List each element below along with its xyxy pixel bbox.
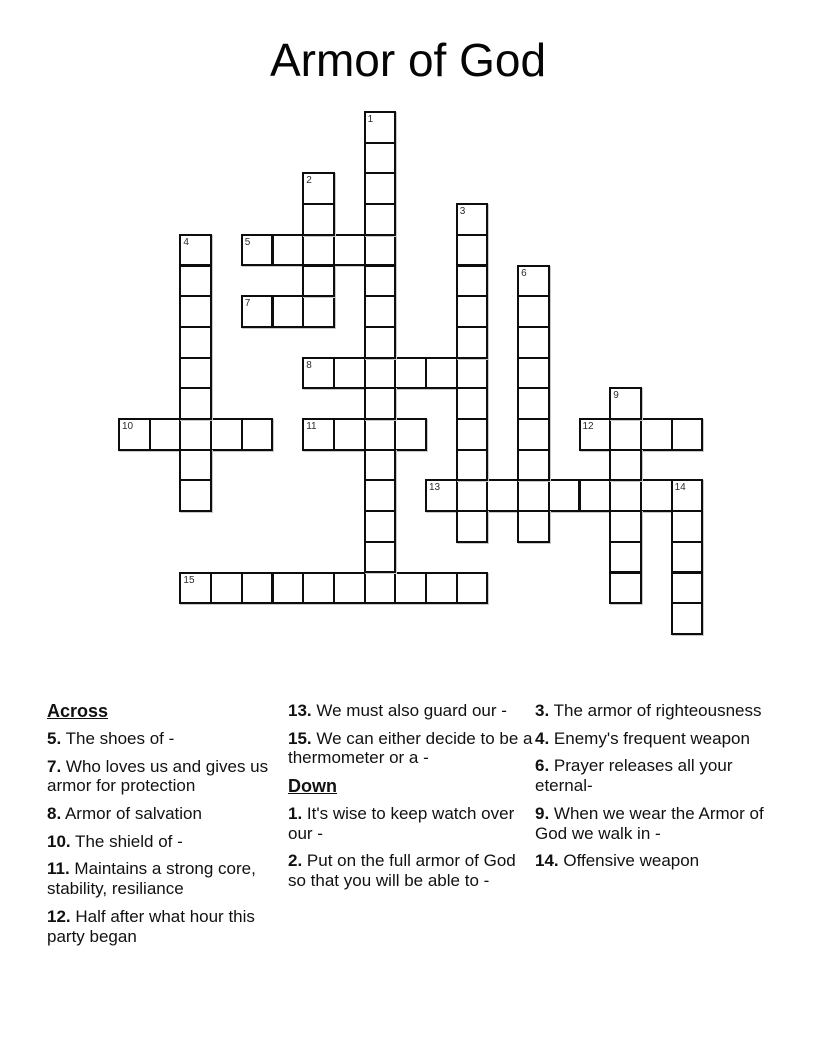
grid-cell[interactable] bbox=[456, 449, 489, 482]
clue-14: 14. Offensive weapon bbox=[535, 851, 700, 871]
grid-cell[interactable] bbox=[210, 418, 243, 451]
cell-number: 5 bbox=[244, 236, 251, 248]
grid-cell[interactable] bbox=[671, 541, 704, 574]
clue-number: 1. bbox=[288, 804, 303, 824]
grid-cell[interactable] bbox=[272, 572, 305, 605]
clue-number: 3. bbox=[535, 701, 550, 720]
grid-cell[interactable] bbox=[517, 418, 550, 451]
grid-cell[interactable] bbox=[179, 449, 212, 482]
grid-cell[interactable] bbox=[364, 357, 397, 390]
grid-cell[interactable] bbox=[609, 449, 642, 482]
grid-cell[interactable] bbox=[456, 326, 489, 359]
grid-cell[interactable] bbox=[517, 357, 550, 390]
grid-cell[interactable] bbox=[302, 265, 335, 298]
clues-across-header: Across bbox=[47, 701, 109, 721]
clue-number: 6. bbox=[535, 756, 550, 776]
grid-cell[interactable] bbox=[364, 234, 397, 267]
grid-cell[interactable] bbox=[456, 387, 489, 420]
clue-number: 4. bbox=[535, 728, 550, 748]
grid-cell[interactable] bbox=[456, 234, 489, 267]
grid-cell[interactable] bbox=[179, 295, 212, 328]
cell-number: 3 bbox=[459, 206, 466, 218]
grid-cell[interactable] bbox=[456, 295, 489, 328]
clue-number: 15. bbox=[288, 728, 312, 748]
grid-cell[interactable] bbox=[640, 418, 673, 451]
grid-cell[interactable] bbox=[333, 357, 366, 390]
grid-cell[interactable] bbox=[456, 357, 489, 390]
grid-cell[interactable] bbox=[517, 326, 550, 359]
grid-cell[interactable] bbox=[241, 418, 274, 451]
grid-cell[interactable] bbox=[671, 418, 704, 451]
grid-cell[interactable] bbox=[364, 387, 397, 420]
grid-cell[interactable] bbox=[517, 295, 550, 328]
grid-cell[interactable] bbox=[241, 295, 274, 328]
grid-cell[interactable] bbox=[609, 418, 642, 451]
grid-cell[interactable] bbox=[671, 572, 704, 605]
grid-cell[interactable] bbox=[425, 357, 458, 390]
grid-cell[interactable] bbox=[364, 111, 397, 144]
grid-cell[interactable] bbox=[364, 479, 397, 512]
cell-number: 7 bbox=[244, 298, 251, 310]
clue-number: 9. bbox=[535, 803, 550, 823]
cell-number: 14 bbox=[674, 482, 686, 494]
clue-1: 1. It's wise to keep watch over our - bbox=[288, 804, 515, 843]
clue-number: 13. bbox=[288, 701, 312, 720]
grid-cell[interactable] bbox=[333, 418, 366, 451]
grid-cell[interactable] bbox=[364, 142, 397, 175]
grid-cell[interactable] bbox=[302, 357, 335, 390]
cell-number: 11 bbox=[306, 421, 317, 432]
cell-number: 13 bbox=[429, 482, 441, 494]
clue-column-left bbox=[47, 701, 287, 954]
clue-8: 8. Armor of salvation bbox=[47, 804, 202, 824]
clue-column-right bbox=[535, 701, 773, 879]
cell-number: 15 bbox=[183, 574, 195, 586]
clue-10: 10. The shield of - bbox=[47, 831, 183, 851]
grid-cell[interactable] bbox=[241, 234, 274, 267]
grid-cell[interactable] bbox=[517, 265, 550, 298]
grid-cell[interactable] bbox=[364, 295, 397, 328]
grid-cell[interactable] bbox=[609, 572, 642, 605]
grid-cell[interactable] bbox=[149, 418, 182, 451]
grid-cell[interactable] bbox=[364, 449, 397, 482]
grid-cell[interactable] bbox=[456, 418, 489, 451]
grid-cell[interactable] bbox=[302, 295, 335, 328]
clue-number: 11. bbox=[47, 859, 70, 879]
grid-cell[interactable] bbox=[456, 572, 489, 605]
grid-cell[interactable] bbox=[517, 387, 550, 420]
cell-number: 1 bbox=[367, 114, 374, 125]
clue-number: 2. bbox=[288, 851, 303, 871]
clue-15: 15. We can either decide to be a thermometer or a - bbox=[288, 728, 533, 768]
cell-number: 4 bbox=[183, 236, 189, 248]
grid-cell[interactable] bbox=[425, 572, 458, 605]
grid-cell[interactable] bbox=[179, 357, 212, 390]
clue-7: 7. Who loves us and gives us armor for protection bbox=[47, 756, 269, 796]
grid-cell[interactable] bbox=[394, 418, 427, 451]
grid-cell[interactable] bbox=[394, 357, 427, 390]
grid-cell[interactable] bbox=[364, 418, 397, 451]
grid-cell[interactable] bbox=[486, 479, 519, 512]
clue-6: 6. Prayer releases all your eternal- bbox=[535, 756, 733, 796]
grid-cell[interactable] bbox=[364, 203, 397, 236]
cell-number: 12 bbox=[582, 421, 594, 432]
grid-cell[interactable] bbox=[179, 387, 212, 420]
grid-cell[interactable] bbox=[364, 541, 397, 574]
grid-cell[interactable] bbox=[179, 265, 212, 298]
grid-cell[interactable] bbox=[179, 479, 212, 512]
clue-3: 3. The armor of righteousness bbox=[535, 701, 762, 720]
grid-cell[interactable] bbox=[609, 541, 642, 574]
grid-cell[interactable] bbox=[302, 418, 335, 451]
clue-number: 8. bbox=[47, 804, 62, 824]
grid-cell[interactable] bbox=[118, 418, 151, 451]
grid-cell[interactable] bbox=[302, 572, 335, 605]
clue-11: 11. Maintains a strong core, stability, resiliance bbox=[47, 859, 256, 899]
grid-cell[interactable] bbox=[579, 418, 612, 451]
grid-cell[interactable] bbox=[517, 449, 550, 482]
clue-number: 5. bbox=[47, 728, 62, 748]
clue-2: 2. Put on the full armor of God so that you will be able to - bbox=[288, 851, 516, 891]
clues-down-header: Down bbox=[288, 776, 337, 797]
grid-cell[interactable] bbox=[210, 572, 243, 605]
puzzle-title: Armor of God bbox=[269, 34, 547, 86]
clue-9: 9. When we wear the Armor of God we walk in - bbox=[535, 803, 764, 843]
grid-cell[interactable] bbox=[517, 479, 550, 512]
grid-cell[interactable] bbox=[609, 510, 642, 543]
grid-cell[interactable] bbox=[364, 510, 397, 543]
grid-cell[interactable] bbox=[333, 234, 366, 267]
grid-cell[interactable] bbox=[179, 234, 212, 267]
grid-cell[interactable] bbox=[517, 510, 550, 543]
cell-number: 6 bbox=[521, 267, 527, 279]
clue-number: 12. bbox=[47, 906, 71, 926]
clue-12: 12. Half after what hour this party began bbox=[47, 906, 255, 946]
cell-number: 8 bbox=[306, 359, 312, 371]
cell-number: 9 bbox=[613, 390, 619, 402]
clue-number: 10. bbox=[47, 831, 71, 851]
grid-cell[interactable] bbox=[548, 479, 581, 512]
grid-cell[interactable] bbox=[609, 387, 642, 420]
cell-number: 10 bbox=[122, 421, 134, 432]
grid-cell[interactable] bbox=[456, 203, 489, 236]
clue-4: 4. Enemy's frequent weapon bbox=[535, 728, 750, 748]
clue-column-middle bbox=[288, 701, 536, 899]
grid-cell[interactable] bbox=[302, 234, 335, 267]
clue-13: 13. We must also guard our - bbox=[288, 701, 507, 720]
grid-cell[interactable] bbox=[671, 602, 704, 635]
grid-cell[interactable] bbox=[333, 572, 366, 605]
grid-cell[interactable] bbox=[579, 479, 612, 512]
grid-cell[interactable] bbox=[364, 326, 397, 359]
grid-cell[interactable] bbox=[179, 326, 212, 359]
grid-cell[interactable] bbox=[179, 418, 212, 451]
grid-cell[interactable] bbox=[671, 510, 704, 543]
grid-cell[interactable] bbox=[272, 295, 305, 328]
grid-cell[interactable] bbox=[272, 234, 305, 267]
grid-cell[interactable] bbox=[302, 172, 335, 205]
grid-cell[interactable] bbox=[394, 572, 427, 605]
grid-cell[interactable] bbox=[456, 265, 489, 298]
grid-cell[interactable] bbox=[609, 479, 642, 512]
grid-cell[interactable] bbox=[364, 172, 397, 205]
clue-number: 14. bbox=[535, 851, 559, 871]
clue-5: 5. The shoes of - bbox=[47, 728, 175, 748]
grid-cell[interactable] bbox=[640, 479, 673, 512]
grid-cell[interactable] bbox=[364, 572, 397, 605]
grid-cell[interactable] bbox=[671, 479, 704, 512]
grid-cell[interactable] bbox=[179, 572, 212, 605]
grid-cell[interactable] bbox=[456, 479, 489, 512]
grid-cell[interactable] bbox=[302, 203, 335, 236]
clue-number: 7. bbox=[47, 756, 62, 776]
grid-cell[interactable] bbox=[456, 510, 489, 543]
grid-cell[interactable] bbox=[425, 479, 458, 512]
grid-cell[interactable] bbox=[364, 265, 397, 298]
cell-number: 2 bbox=[306, 175, 312, 187]
grid-cell[interactable] bbox=[241, 572, 274, 605]
